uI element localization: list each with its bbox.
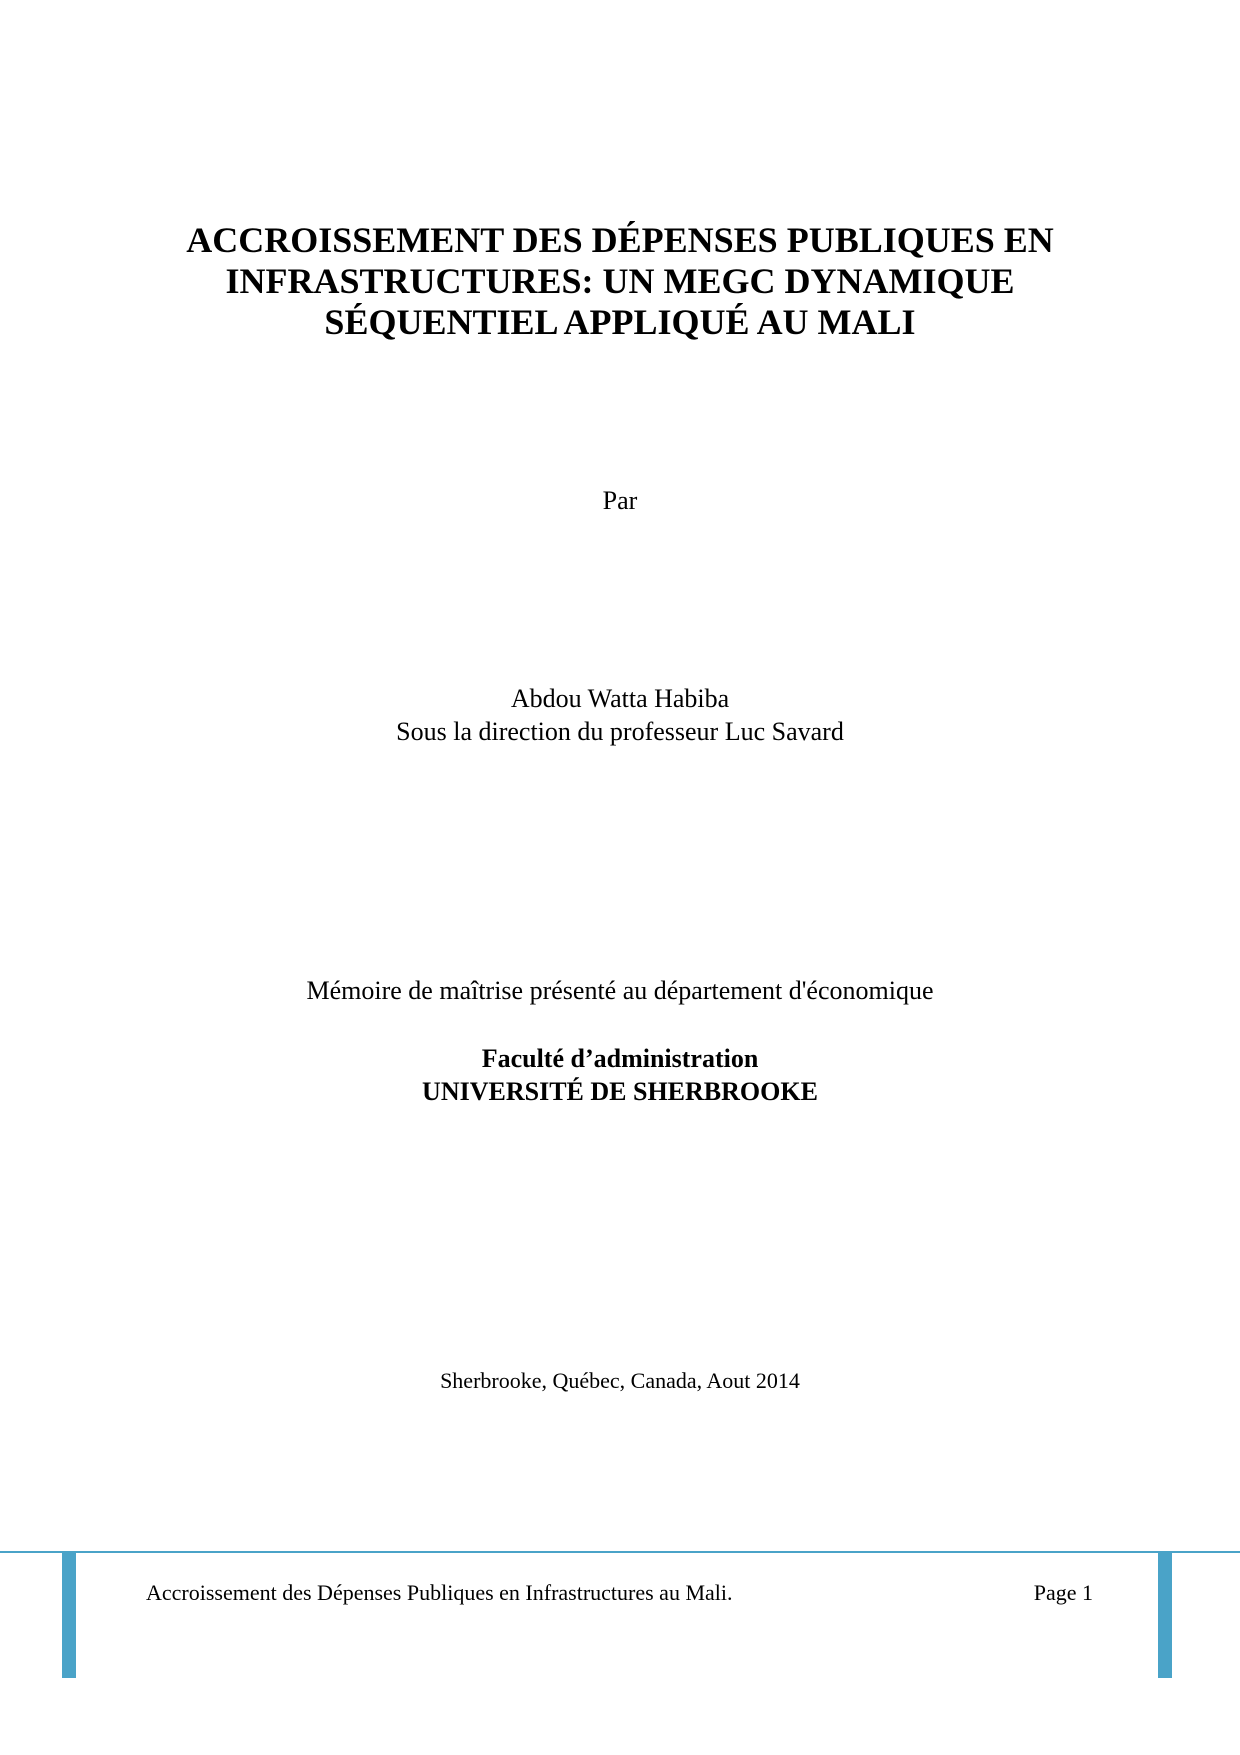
- university-name: UNIVERSITÉ DE SHERBROOKE: [422, 1077, 818, 1106]
- institution-block: [0, 1042, 1240, 1108]
- thesis-title-line-3: SÉQUENTIEL APPLIQUÉ AU MALI: [324, 302, 916, 342]
- faculty-name: Faculté d’administration: [481, 1044, 759, 1073]
- author-block: [0, 682, 1240, 748]
- thesis-title-line-1: ACCROISSEMENT DES DÉPENSES PUBLIQUES EN: [186, 220, 1054, 260]
- thesis-title: [120, 220, 1120, 343]
- footer-running-title: Accroissement des Dépenses Publiques en Infrastructures au Mali.: [146, 1580, 733, 1605]
- author-name: Abdou Watta Habiba: [510, 684, 730, 713]
- thesis-note: Mémoire de maîtrise présenté au département d'économique: [306, 976, 934, 1005]
- supervisor-line: Sous la direction du professeur Luc Savard: [396, 717, 844, 746]
- footer-left-bar: [62, 1552, 76, 1678]
- footer-divider: [0, 1551, 1240, 1553]
- footer-right-bar: [1158, 1552, 1172, 1678]
- place-date: Sherbrooke, Québec, Canada, Aout 2014: [440, 1368, 800, 1393]
- by-label: Par: [602, 486, 638, 515]
- footer-page-number: Page 1: [1033, 1580, 1093, 1605]
- thesis-title-line-2: INFRASTRUCTURES: UN MEGC DYNAMIQUE: [225, 261, 1015, 301]
